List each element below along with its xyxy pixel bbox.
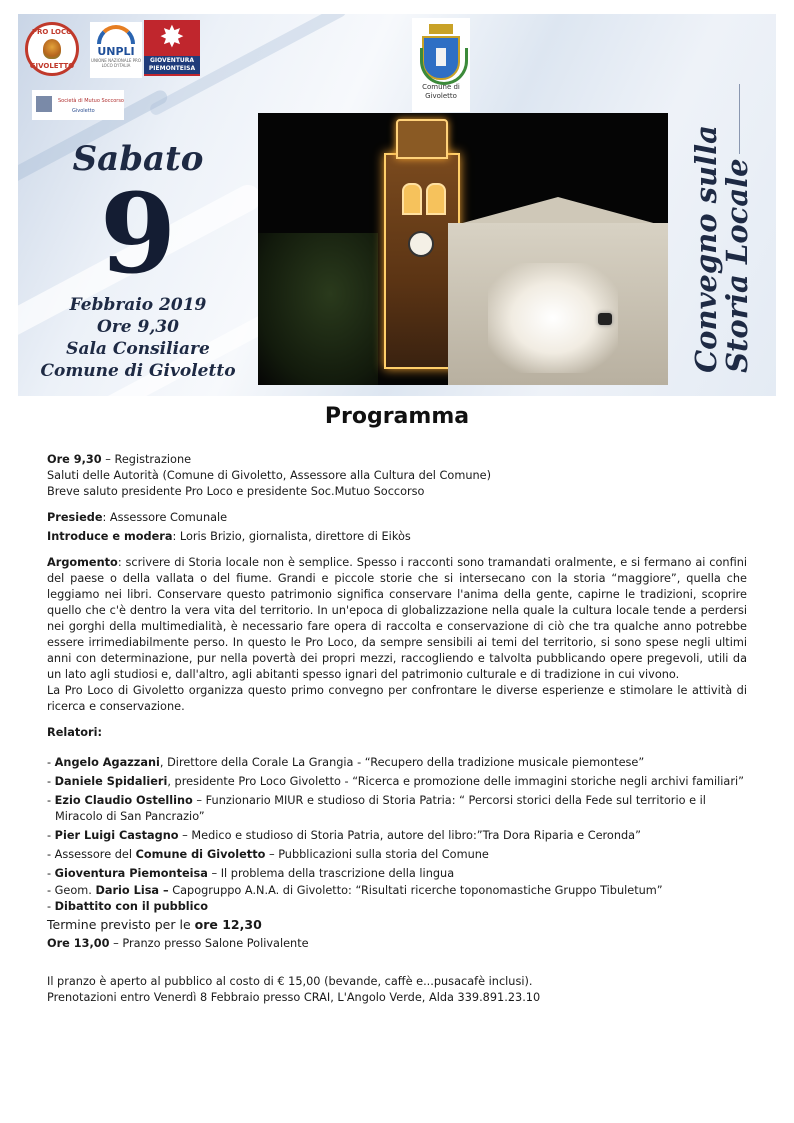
gioventura-piemonteisa-logo bbox=[144, 20, 200, 76]
speaker-detail: – Pubblicazioni sulla storia del Comune bbox=[265, 848, 489, 861]
event-date-block bbox=[18, 140, 258, 382]
speaker-prefix: - Geom. bbox=[47, 884, 96, 897]
event-month-year: Febbraio 2019 bbox=[69, 295, 207, 315]
speaker-item bbox=[47, 883, 747, 899]
speaker-prefix: - bbox=[47, 794, 55, 807]
header-banner bbox=[18, 14, 776, 396]
tree-icon bbox=[43, 39, 61, 59]
relatori-label: Relatori: bbox=[47, 726, 102, 739]
argomento-paragraph bbox=[47, 555, 747, 683]
event-details bbox=[18, 294, 258, 382]
relatori-heading bbox=[47, 725, 747, 741]
speaker-item bbox=[47, 774, 747, 790]
church-night-photo bbox=[258, 113, 668, 385]
speaker-prefix: - bbox=[47, 775, 55, 788]
tower-window-shape bbox=[402, 183, 422, 215]
event-title bbox=[691, 125, 753, 373]
spacer bbox=[47, 952, 747, 974]
event-title-line: Storia Locale bbox=[720, 158, 754, 373]
event-town: Comune di Givoletto bbox=[40, 361, 236, 381]
preside-line bbox=[47, 510, 747, 526]
spacer bbox=[47, 715, 747, 725]
introduce-label: Introduce e modera bbox=[47, 530, 173, 543]
speaker-item bbox=[47, 755, 747, 771]
event-title-line: Convegno sulla bbox=[689, 125, 723, 373]
speaker-prefix: - bbox=[47, 867, 55, 880]
clock-icon bbox=[408, 231, 434, 257]
spacer bbox=[47, 545, 747, 555]
street-lamp-icon bbox=[598, 313, 612, 325]
event-time: Ore 9,30 bbox=[97, 317, 179, 337]
trees-shape bbox=[258, 233, 378, 385]
argomento-text: : scrivere di Storia locale non è semplice. Spesso i racconti sono tramandati oralmente, e si fermano ai confini del paese o della vallata o del fiume. Grandi e piccole storie che si intersecano con la storia “maggiore”, quella che leggiamo nei libri. Conservare questo patrimonio significa conservare l'anima della gente, capirne le tradizioni, scoprire quello che c'è dentro la vera vita del territorio. In un'epoca di globalizzazione nella quale la cultura locale tende a perdersi nei gorghi della multimedialità, è necessario fare opera di raccolta e conservazione di ciò che tra qualche anno potrebbe essere irrimediabilmente perso. In questo le Pro Loco, da sempre sensibili ai temi del territorio, si sono spese negli ultimi anni con determinazione, pur nella povertà dei propri mezzi, raccogliendo e talvolta pubblicando opere pregevoli, utili da un lato agli studiosi e, dall'altro, agli abitanti spesso ignari del patrimonio culturale e di tradizione in cui vivono. bbox=[47, 556, 747, 681]
comune-logo-text: Comune di Givoletto bbox=[422, 83, 460, 100]
building-icon bbox=[36, 96, 52, 112]
program-content bbox=[47, 452, 747, 1006]
event-title-vertical bbox=[668, 114, 776, 384]
program-heading: Programma bbox=[324, 404, 470, 429]
speaker-name: Ezio Claudio Ostellino bbox=[54, 794, 193, 807]
speakers-list bbox=[47, 755, 747, 915]
authorities-greeting: Saluti delle Autorità (Comune di Givoletto, Assessore alla Cultura del Comune) bbox=[47, 469, 491, 482]
reservation-info: Prenotazioni entro Venerdì 8 Febbraio presso CRAI, L'Angolo Verde, Alda 339.891.23.10 bbox=[47, 991, 541, 1004]
bell-tower-top-shape bbox=[396, 119, 448, 159]
speaker-item bbox=[47, 828, 747, 844]
gioventura-logo-text: GIOVENTURA PIEMONTEISA bbox=[144, 56, 200, 74]
opening-text: – Registrazione bbox=[101, 453, 192, 466]
event-venue: Sala Consiliare bbox=[66, 339, 210, 359]
comune-coat-of-arms bbox=[412, 18, 470, 112]
speaker-detail: , Direttore della Corale La Grangia - “Recupero della tradizione musicale piemontese” bbox=[159, 756, 645, 769]
presidents-greeting: Breve saluto presidente Pro Loco e presidente Soc.Mutuo Soccorso bbox=[47, 485, 425, 498]
event-day-number: 9 bbox=[99, 169, 177, 298]
speaker-name: Daniele Spidalieri bbox=[54, 775, 168, 788]
lunch-text: – Pranzo presso Salone Polivalente bbox=[109, 937, 309, 950]
pro-loco-logo-bottom-text: GIVOLETTO bbox=[29, 62, 75, 70]
crown-icon bbox=[429, 24, 453, 34]
mutuo-soccorso-logo bbox=[32, 90, 124, 120]
star-icon: ✸ bbox=[159, 20, 185, 55]
end-time-line bbox=[47, 917, 747, 933]
unpli-logo-subtext: UNIONE NAZIONALE PRO LOCO D'ITALIA bbox=[91, 58, 141, 68]
lunch-line bbox=[47, 936, 747, 952]
pro-loco-logo-top-text: PRO LOCO bbox=[31, 28, 73, 36]
spacer bbox=[47, 500, 747, 510]
introduce-value: : Loris Brizio, giornalista, direttore di Eikòs bbox=[172, 530, 411, 543]
wreath-icon bbox=[420, 48, 468, 85]
introduce-line bbox=[47, 529, 747, 545]
end-time: ore 12,30 bbox=[194, 917, 262, 932]
lunch-time: Ore 13,00 bbox=[47, 937, 110, 950]
speaker-name: Dibattito con il pubblico bbox=[54, 900, 209, 913]
speaker-detail: – Il problema della trascrizione della lingua bbox=[207, 867, 455, 880]
unpli-logo-text: UNPLI bbox=[97, 45, 135, 58]
soccorso-logo-subtext: Givoletto bbox=[72, 108, 95, 114]
speaker-item bbox=[47, 866, 747, 882]
event-day: Sabato bbox=[72, 139, 204, 179]
speaker-detail: – Medico e studioso di Storia Patria, autore del libro:”Tra Dora Riparia e Ceronda” bbox=[178, 829, 641, 842]
spacer bbox=[47, 741, 747, 755]
argomento-label: Argomento bbox=[47, 556, 118, 569]
speaker-prefix: - bbox=[47, 829, 55, 842]
speaker-prefix: - bbox=[47, 756, 55, 769]
opening-line bbox=[47, 452, 747, 468]
speaker-detail: – Funzionario MIUR e studioso di Storia Patria: “ Percorsi storici della Fede sul territorio e il Miracolo di San Pancrazio” bbox=[55, 794, 706, 823]
speaker-name: Angelo Agazzani bbox=[54, 756, 160, 769]
preside-label: Presiede bbox=[47, 511, 103, 524]
speaker-name: Dario Lisa – bbox=[95, 884, 169, 897]
speaker-name: Comune di Givoletto bbox=[135, 848, 266, 861]
tower-window-shape bbox=[426, 183, 446, 215]
end-time-prefix: Termine previsto per le bbox=[47, 917, 195, 932]
unpli-logo bbox=[90, 22, 142, 78]
speaker-name: Gioventura Piemonteisa bbox=[54, 867, 208, 880]
speaker-prefix: - Assessore del bbox=[47, 848, 136, 861]
soccorso-logo-text: Società di Mutuo Soccorso bbox=[58, 98, 124, 104]
speaker-detail: , presidente Pro Loco Givoletto - “Ricerca e promozione delle immagini storiche negli archivi familiari” bbox=[167, 775, 744, 788]
speaker-detail: Capogruppo A.N.A. di Givoletto: “Risultati ricerche toponomastiche Gruppo Tibuletum” bbox=[168, 884, 663, 897]
speaker-item bbox=[47, 847, 747, 863]
speaker-name: Pier Luigi Castagno bbox=[54, 829, 179, 842]
speaker-item bbox=[47, 793, 747, 825]
speaker-prefix: - bbox=[47, 900, 55, 913]
speaker-item bbox=[47, 899, 747, 915]
argomento-paragraph-2: La Pro Loco di Givoletto organizza questo primo convegno per confrontare le diverse esperienze e stimolare le attività di ricerca e conservazione. bbox=[47, 684, 747, 713]
pro-loco-logo bbox=[25, 22, 79, 76]
lunch-price-info: Il pranzo è aperto al pubblico al costo di € 15,00 (bevande, caffè e...pusacafè inclusi). bbox=[47, 975, 533, 988]
unpli-arc-icon bbox=[97, 25, 135, 44]
preside-value: : Assessore Comunale bbox=[102, 511, 228, 524]
opening-time: Ore 9,30 bbox=[47, 453, 102, 466]
